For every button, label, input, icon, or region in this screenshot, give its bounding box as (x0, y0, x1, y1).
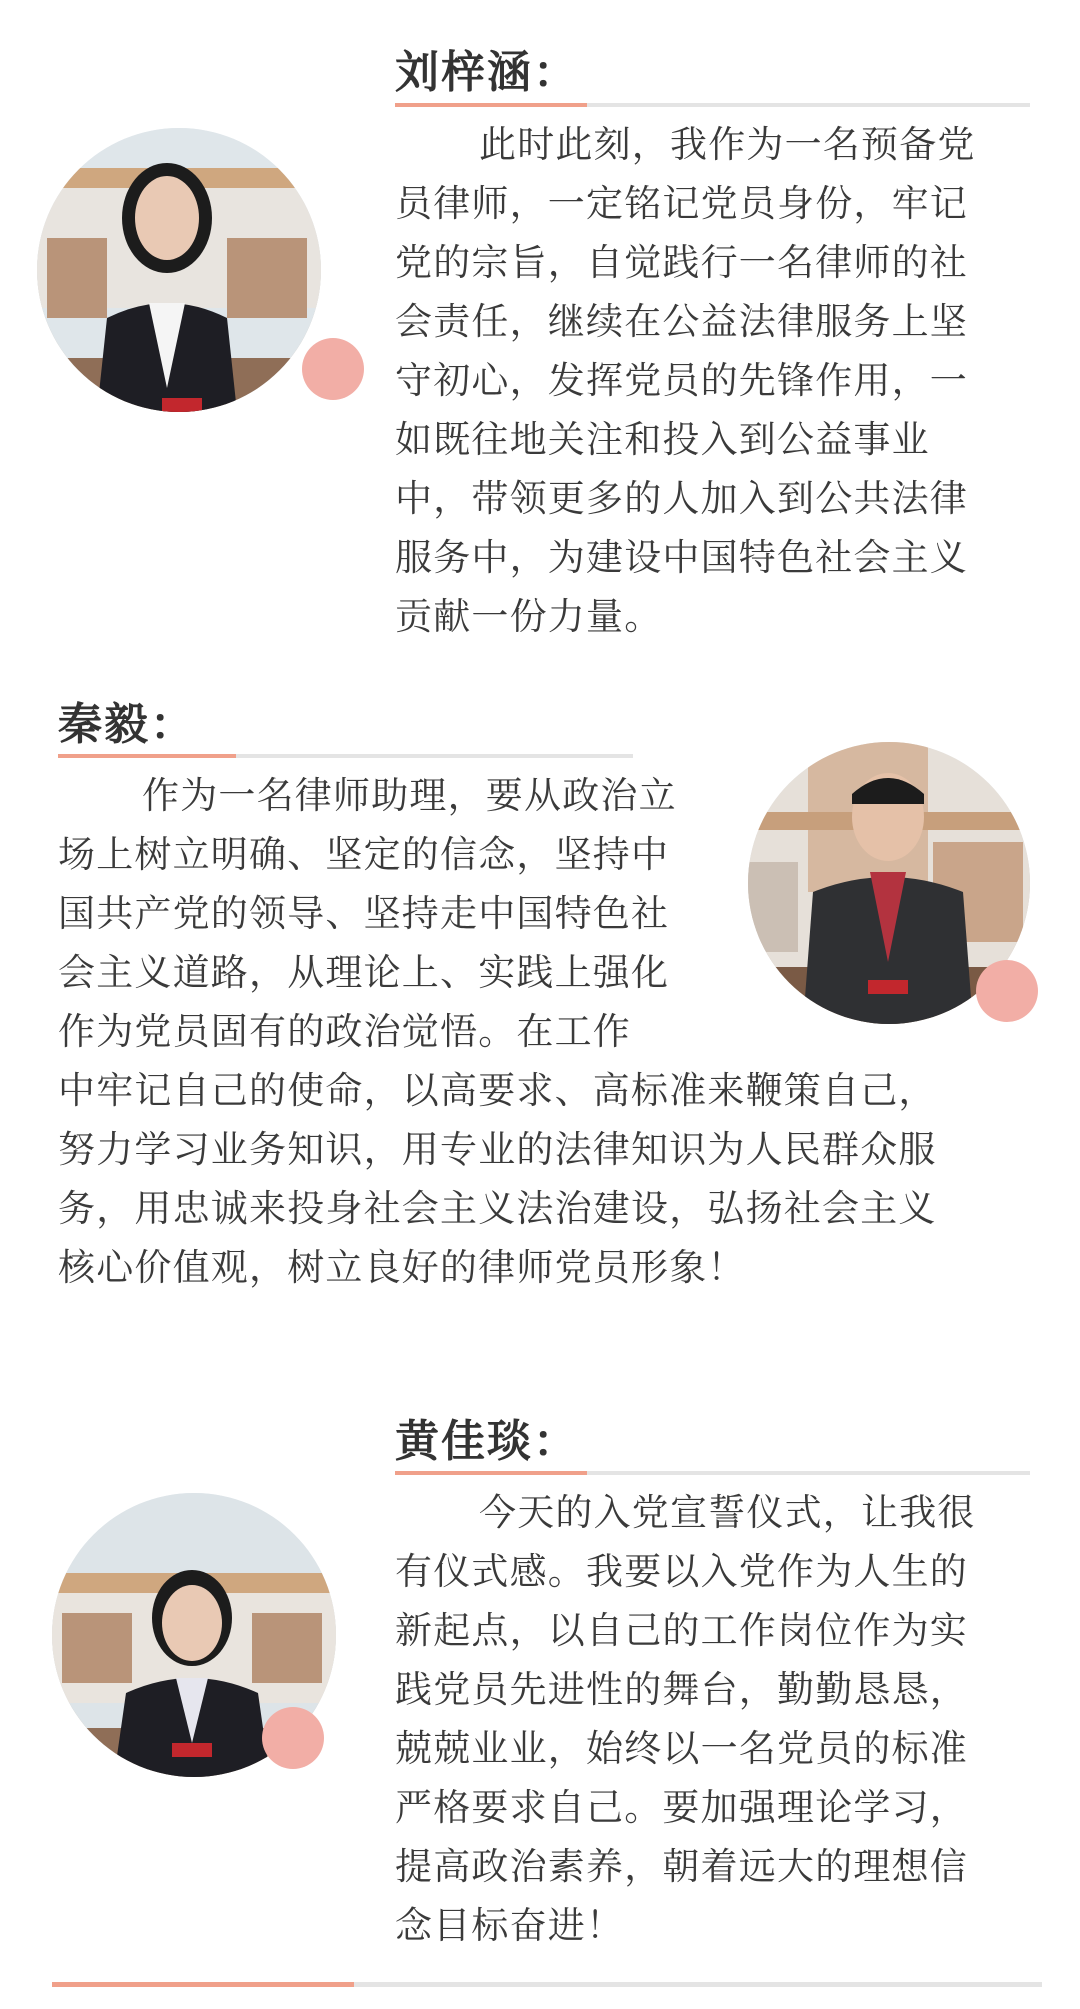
statement-line: 兢兢业业，始终以一名党员的标准 (395, 1727, 968, 1770)
statement-line: 中，带领更多的人加入到公共法律 (395, 477, 968, 520)
statement-line: 守初心，发挥党员的先锋作用，一 (395, 359, 968, 402)
statement-line: 中牢记自己的使命，以高要求、高标准来鞭策自己， (58, 1069, 937, 1112)
statement-line: 党的宗旨，自觉践行一名律师的社 (395, 241, 968, 284)
statement-line: 务，用忠诚来投身社会主义法治建设，弘扬社会主义 (58, 1187, 937, 1230)
statement-line: 如既往地关注和投入到公益事业 (395, 418, 930, 461)
statement-line: 会主义道路，从理论上、实践上强化 (58, 951, 670, 994)
statement-line: 努力学习业务知识，用专业的法律知识为人民群众服 (58, 1128, 937, 1171)
statement-line: 会责任，继续在公益法律服务上坚 (395, 300, 968, 343)
avatar (37, 128, 321, 412)
statement-line: 此时此刻，我作为一名预备党 (479, 123, 976, 166)
portrait-woman-1-image (37, 128, 321, 412)
statement-line: 今天的入党宣誓仪式，让我很 (479, 1491, 976, 1534)
statement-line: 作为一名律师助理，要从政治立 (142, 774, 677, 817)
statement-line: 服务中，为建设中国特色社会主义 (395, 536, 968, 579)
statement-line: 场上树立明确、坚定的信念，坚持中 (58, 833, 670, 876)
name-underline (58, 754, 633, 758)
profile-statement (395, 115, 1030, 646)
statement-line: 践党员先进性的舞台，勤勤恳恳， (395, 1668, 968, 1711)
statement-line: 念目标奋进！ (395, 1904, 625, 1947)
statement-line: 国共产党的领导、坚持走中国特色社 (58, 892, 670, 935)
decor-dot (262, 1707, 324, 1769)
decor-dot (302, 338, 364, 400)
statement-line: 贡献一份力量。 (395, 595, 663, 638)
statement-line: 作为党员固有的政治觉悟。在工作 (58, 1010, 631, 1053)
bottom-divider (52, 1982, 1042, 1987)
profile-statement (58, 766, 1033, 1297)
statement-line: 新起点，以自己的工作岗位作为实 (395, 1609, 968, 1652)
profile-section-3 (0, 1365, 1080, 1965)
name-underline (395, 1471, 1030, 1475)
statement-line: 严格要求自己。要加强理论学习， (395, 1786, 968, 1829)
profile-name: 黄佳琰： (395, 1416, 579, 1467)
profile-name: 刘梓涵： (395, 47, 579, 98)
statement-line: 提高政治素养，朝着远大的理想信 (395, 1845, 968, 1888)
statement-line: 核心价值观，树立良好的律师党员形象！ (58, 1246, 746, 1289)
statement-line: 员律师，一定铭记党员身份，牢记 (395, 182, 968, 225)
profile-name: 秦毅： (58, 699, 196, 750)
profile-section-1 (0, 0, 1080, 660)
statement-line: 有仪式感。我要以入党作为人生的 (395, 1550, 968, 1593)
profile-statement (395, 1483, 1030, 1955)
name-underline (395, 103, 1030, 107)
profile-section-2 (0, 660, 1080, 1340)
